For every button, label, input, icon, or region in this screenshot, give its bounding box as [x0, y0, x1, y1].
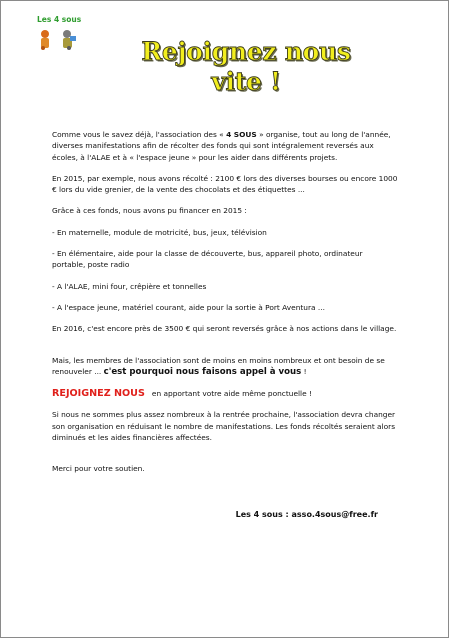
text-run: » organise, tout au long de l'année, diverses manifestations afin de récolter des fonds qui sont intégralement reversés aux écoles, à l'ALAE et à « l'espace jeune » pour les aider dans différents projets. — [52, 130, 391, 162]
association-name: 4 SOUS — [226, 130, 257, 139]
logo-text: Les 4 sous — [37, 15, 82, 24]
paragraph-funding: Grâce à ces fonds, nous avons pu financer en 2015 : — [52, 206, 247, 216]
page-title — [131, 37, 361, 97]
text-run: Mais, les membres de l'association sont de moins en moins nombreux et ont besoin de se renouveler ... — [52, 355, 385, 376]
paragraph-appeal — [52, 355, 398, 379]
text-run: ! — [301, 366, 307, 376]
paragraph-2016: En 2016, c'est encore près de 3500 € qui seront reversés grâce à nos actions dans le village. — [52, 324, 397, 334]
list-item-elementaire: - En élémentaire, aide pour la classe de découverte, bus, appareil photo, ordinateur portable, poste radio — [52, 249, 363, 270]
contact-line: Les 4 sous : asso.4sous@free.fr — [235, 510, 378, 519]
title-line-1: Rejoignez nous — [141, 37, 351, 66]
title-line-2: vite ! — [211, 67, 281, 96]
list-item-alae: - A l'ALAE, mini four, crêpière et tonnelles — [52, 281, 207, 291]
list-item-espace-jeune: - A l'espace jeune, matériel courant, aide pour la sortie à Port Aventura ... — [52, 302, 325, 312]
paragraph-2015: En 2015, par exemple, nous avons récolté : 2100 € lors des diverses bourses ou encore 1000 € lors du vide grenier, de la vente des chocolats et des étiquettes ... — [52, 173, 398, 195]
text-run: Comme vous le savez déjà, l'association des « — [52, 130, 227, 139]
letter-body — [52, 129, 398, 485]
paragraph-intro — [52, 129, 398, 163]
coins-figures-icon — [35, 26, 81, 52]
paragraph-join — [52, 388, 398, 399]
join-highlight: REJOIGNEZ NOUS — [52, 388, 145, 400]
text-run: en apportant votre aide même ponctuelle ! — [144, 389, 312, 399]
list-item-maternelle: - En maternelle, module de motricité, bus, jeux, télévision — [52, 227, 267, 237]
appeal-highlight: c'est pourquoi nous faisons appel à vous — [103, 366, 302, 377]
paragraph-thanks: Merci pour votre soutien. — [52, 464, 145, 474]
association-logo — [31, 13, 87, 53]
paragraph-warning: Si nous ne sommes plus assez nombreux à la rentrée prochaine, l'association devra changer son organisation en réduisant le nombre de manifestations. Les fonds récoltés seraient alors diminués et les aides financières affectées. — [52, 410, 396, 443]
